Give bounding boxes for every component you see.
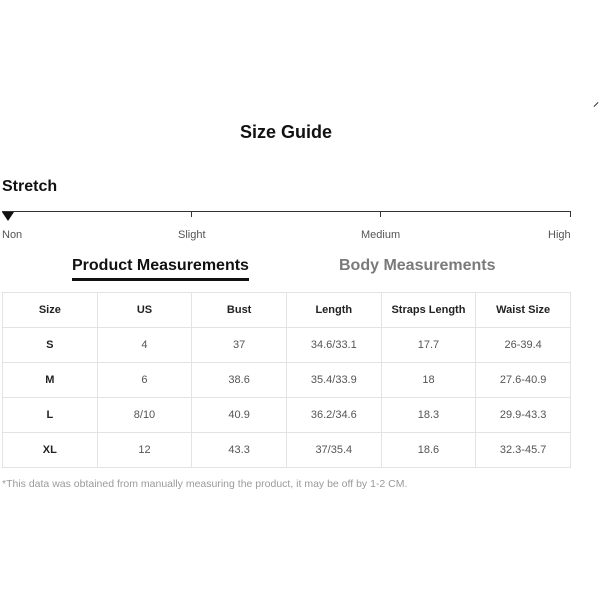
cell-length: 36.2/34.6: [286, 398, 381, 433]
cell-size: L: [3, 398, 98, 433]
size-table: [2, 292, 571, 468]
cell-bust: 43.3: [192, 433, 287, 468]
table-row: [3, 363, 571, 398]
cell-waist-size: 32.3-45.7: [476, 433, 571, 468]
stretch-label: Stretch: [2, 178, 58, 195]
cell-bust: 37: [192, 328, 287, 363]
header-waist-size: Waist Size: [476, 293, 571, 328]
cell-bust: 38.6: [192, 363, 287, 398]
cell-straps-length: 18: [381, 363, 476, 398]
cell-waist-size: 27.6-40.9: [476, 363, 571, 398]
stretch-tick-medium: [380, 211, 381, 217]
measurement-footnote: *This data was obtained from manually measuring the product, it may be off by 1-2 CM.: [2, 478, 408, 490]
stretch-tick-high: [570, 211, 571, 217]
stretch-tick-slight: [191, 211, 192, 217]
cell-straps-length: 18.3: [381, 398, 476, 433]
cell-length: 34.6/33.1: [286, 328, 381, 363]
table-row: [3, 433, 571, 468]
corner-mark: [594, 102, 599, 107]
cell-length: 37/35.4: [286, 433, 381, 468]
cell-waist-size: 29.9-43.3: [476, 398, 571, 433]
cell-length: 35.4/33.9: [286, 363, 381, 398]
page-title: Size Guide: [239, 122, 333, 142]
cell-waist-size: 26-39.4: [476, 328, 571, 363]
tab-body-measurements[interactable]: Body Measurements: [339, 257, 496, 274]
cell-straps-length: 18.6: [381, 433, 476, 468]
cell-size: M: [3, 363, 98, 398]
stretch-level-medium: Medium: [361, 229, 401, 241]
stretch-level-slight: Slight: [178, 229, 206, 241]
cell-us: 12: [97, 433, 192, 468]
table-row: [3, 398, 571, 433]
table-header-row: [3, 293, 571, 328]
stretch-level-non: Non: [2, 229, 23, 241]
header-bust: Bust: [192, 293, 287, 328]
table-row: [3, 328, 571, 363]
tab-product-measurements[interactable]: Product Measurements: [72, 257, 249, 281]
header-us: US: [97, 293, 192, 328]
cell-size: XL: [3, 433, 98, 468]
header-length: Length: [286, 293, 381, 328]
cell-us: 8/10: [97, 398, 192, 433]
stretch-level-marker-icon: [2, 212, 14, 221]
stretch-scale-line: [2, 211, 571, 212]
cell-size: S: [3, 328, 98, 363]
cell-us: 6: [97, 363, 192, 398]
cell-straps-length: 17.7: [381, 328, 476, 363]
header-straps-length: Straps Length: [381, 293, 476, 328]
stretch-level-high: High: [548, 229, 571, 241]
cell-bust: 40.9: [192, 398, 287, 433]
header-size: Size: [3, 293, 98, 328]
cell-us: 4: [97, 328, 192, 363]
